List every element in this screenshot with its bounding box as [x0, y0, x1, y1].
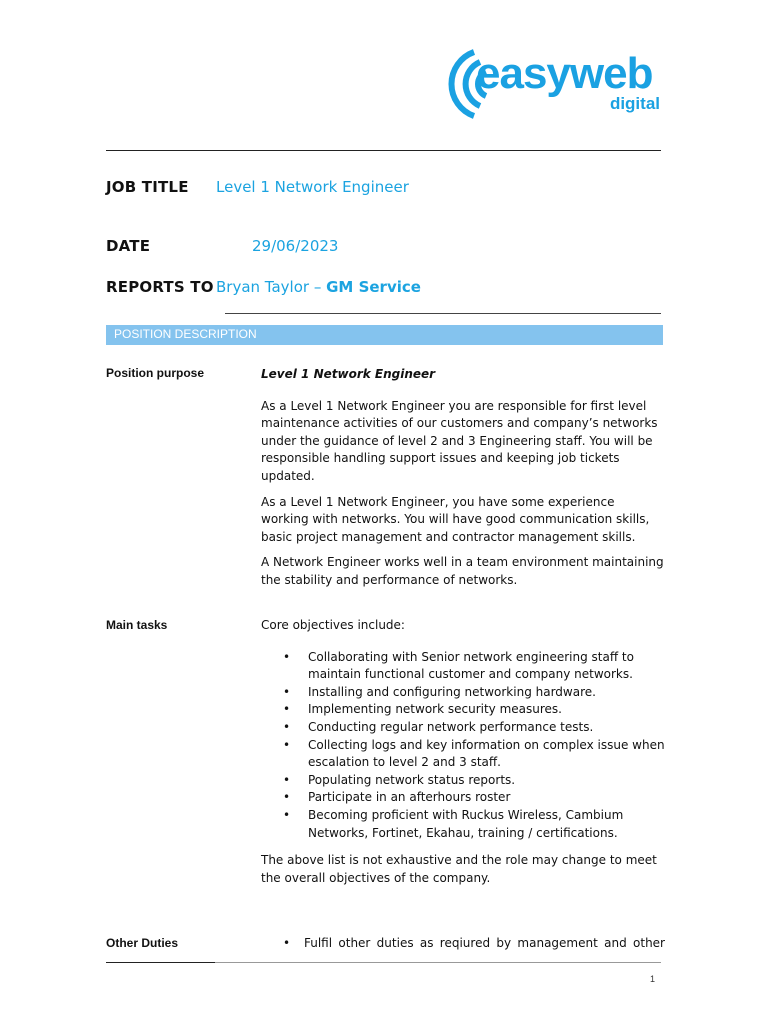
purpose-paragraph: As a Level 1 Network Engineer, you have some experience working with networks. You will have good communication skills, basic project management and contractor management skills. [261, 494, 650, 544]
list-item: • Participate in an afterhours roster [261, 789, 665, 807]
purpose-paragraph: A Network Engineer works well in a team environment maintaining the stability and performance of networks. [261, 555, 664, 587]
main-tasks-label: Main tasks [106, 618, 168, 632]
list-item: • Installing and configuring networking hardware. [261, 684, 665, 702]
tasks-list [261, 649, 665, 843]
list-item: • Conducting regular network performance tests. [261, 719, 665, 737]
list-item: • Implementing network security measures. [261, 701, 665, 719]
list-item: • Collaborating with Senior network engineering staff to maintain functional customer and company networks. [261, 649, 665, 684]
tasks-intro: Core objectives include: [261, 618, 405, 632]
list-item: • Populating network status reports. [261, 772, 665, 790]
section-title: POSITION DESCRIPTION [114, 327, 257, 341]
logo-wordmark: easyweb [476, 49, 653, 98]
other-duties-list [261, 935, 665, 953]
reports-to-name: Bryan Taylor – [216, 278, 327, 296]
job-title-label: JOB TITLE [106, 178, 189, 196]
main-tasks-content [261, 617, 665, 887]
footer-rule-right [215, 962, 661, 963]
reports-to-role: GM Service [326, 278, 421, 296]
job-title-value: Level 1 Network Engineer [216, 178, 409, 196]
logo-subtitle: digital [609, 94, 660, 113]
header-divider [225, 313, 661, 314]
reports-to-label: REPORTS TO [106, 278, 214, 296]
tasks-outro: The above list is not exhaustive and the role may change to meet the overall objectives of the company. [261, 853, 657, 885]
top-divider [106, 150, 661, 151]
list-item: • Becoming proficient with Ruckus Wireless, Cambium Networks, Fortinet, Ekahau, training / certifications. [261, 807, 665, 842]
position-purpose-content [261, 366, 665, 590]
section-header-bar [106, 325, 663, 345]
reports-to-value [216, 278, 421, 296]
footer-rule-left [106, 962, 215, 963]
other-duties-content [261, 935, 665, 953]
company-logo [444, 44, 664, 122]
date-value: 29/06/2023 [252, 237, 339, 255]
list-item: • Fulfil other duties as reqiured by management and other [261, 935, 665, 953]
other-duties-label: Other Duties [106, 936, 179, 950]
page-number: 1 [650, 974, 656, 984]
date-label: DATE [106, 237, 151, 255]
purpose-heading: Level 1 Network Engineer [261, 367, 436, 381]
purpose-paragraph: As a Level 1 Network Engineer you are responsible for first level maintenance activities of our customers and company’s networks under the guidance of level 2 and 3 Engineering staff. You will be responsible handling support issues and keeping job tickets updated. [261, 398, 658, 483]
position-purpose-label: Position purpose [106, 366, 205, 380]
list-item: • Collecting logs and key information on complex issue when escalation to level 2 and 3 staff. [261, 737, 665, 772]
